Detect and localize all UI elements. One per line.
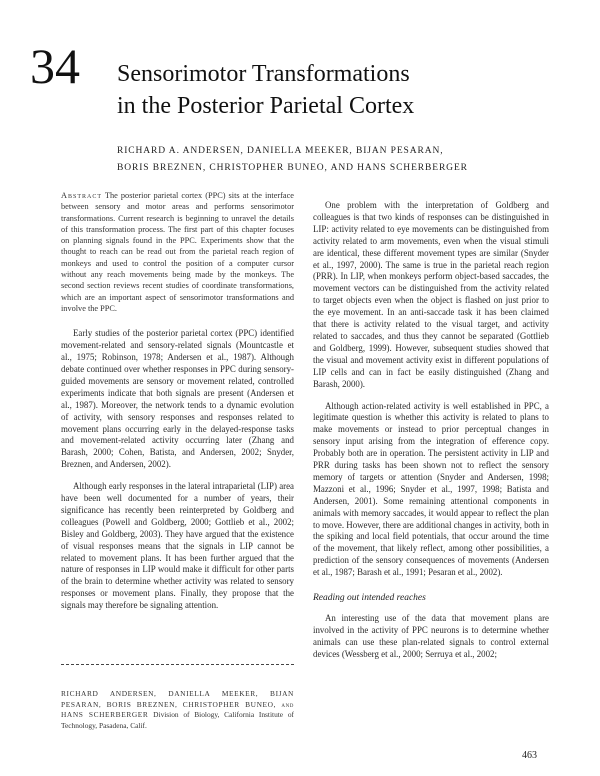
author-line: BORIS BREZNEN, CHRISTOPHER BUNEO, AND HANS SCHERBERGER [117,163,468,173]
body-paragraph: Although early responses in the lateral intraparietal (LIP) area have been well documented for a number of years, their significance has recently been reinterpreted by Goldberg and colleagues (Powell and Goldberg, 2000; Gottlieb et al., 2002; Bisley and Goldberg, 2003). They have argued that the existence of visual responses means that the signals in LIP cannot be related to movement plans. It has been further argued that the nature of responses in LIP would make it difficult for other parts of the brain to determine whether activity was related to sensory responses or movement plans. Finally, they propose that the signals may therefore be signaling attention. [61,481,294,611]
author-list [117,143,557,177]
chapter-title-line: Sensorimotor Transformations [117,61,410,87]
footnote-names: RICHARD ANDERSEN, DANIELLA MEEKER, BIJAN PESARAN, BORIS BREZNEN, CHRISTOPHER BUNEO, and HANS SCHERBERGER [61,689,294,719]
author-line: RICHARD A. ANDERSEN, DANIELLA MEEKER, BIJAN PESARAN, [117,146,444,156]
footnote-divider [61,664,294,665]
chapter-number: 34 [30,38,80,94]
footnote-affiliation: Division of Biology, California Institute of Technology, Pasadena, Calif. [61,710,294,730]
abstract [61,190,294,314]
body-paragraph: One problem with the interpretation of Goldberg and colleagues is that two kinds of responses can be distinguished in LIP: activity related to eye movements can be distinguished from activity related to arm movements, even when the visual stimuli are identical, these different movement types are similar (Snyder et al., 1997, 2000). The same is true in the parietal reach region (PRR). In LIP, when monkeys perform object-based saccades, the movement vectors can be distinguished from the activity related to target objects even when the object is flashed on just prior to the eye movement. In an anti-saccade task it has been claimed that there is activity related to the visual target, and activity related to saccades, and thus they cannot be separated (Gottlieb and Goldberg, 1999). However, subsequent studies showed that the visual and movement activity exist in different populations of LIP cells and can in fact be easily distinguished (Zhang and Barash, 2000). [313,200,549,389]
abstract-text: The posterior parietal cortex (PPC) sits at the interface between sensory and motor areas and performs sensorimotor transformations. Current research is beginning to unravel the details of this transformation process. The first part of this chapter focuses on planning signals found in the PPC. Experiments show that the thought to reach can be read out from the parietal reach region of monkeys and used to control the position of a computer cursor without any reach movements being made by the monkeys. The second section reviews recent studies of coordinate transformations, which are an important aspect of sensorimotor transformations and involve the PPC. [61,191,294,313]
right-column [313,200,549,671]
body-paragraph: Although action-related activity is well established in PPC, a legitimate question is whether this activity is related to plans to make movements or instead to prior perceptual changes in sensory input arising from the integration of efference copy. Probably both are in operation. The persistent activity in LIP and PRR during tasks has been shown not to reflect the sensory memory of targets or attention (Snyder and Andersen, 1998; Mazzoni et al., 1996; Snyder et al., 1997, 1998; Batista and Andersen, 2001). Some remaining attentional components in animals with memory saccades, it would appear to reflect the plan to move. However, there are additional changes in activity, both in the spiking and local field potentials, that occur around the time of the movement, that likely reflect, among other possibilities, a prediction of the sensory consequences of movements (Andersen et al., 1987; Barash et al., 1991; Pesaran et al., 2002). [313,400,549,578]
page-number: 463 [522,750,537,761]
body-paragraph: Early studies of the posterior parietal cortex (PPC) identified movement-related and sensory-related signals (Mountcastle et al., 1975; Robinson, 1978; Andersen et al., 1987). Although debate continued over whether responses in PPC during sensory-guided movements are sensory or movement related, controlled experiments indicate that both signals are present (Andersen et al., 1987). Moreover, the network tends to a dynamic evolution of activity, with sensory responses and responses related to movement plans occurring early in the delayed-response tasks and movement-related activity occurring later (Zhang and Barash, 2000; Cohen, Batista, and Andersen, 2002; Snyder, Breznen, and Andersen, 2002). [61,328,294,470]
left-column [61,190,294,622]
chapter-title [117,58,557,122]
section-subheading: Reading out intended reaches [313,593,426,604]
body-paragraph: An interesting use of the data that movement plans are involved in the activity of PPC neurons is to determine whether animals can use these plan-related signals to control external devices (Wessberg et al., 2000; Serruya et al., 2002; [313,613,549,659]
author-footnote [61,689,294,731]
chapter-title-line: in the Posterior Parietal Cortex [117,93,415,119]
abstract-label: Abstract [61,191,102,200]
